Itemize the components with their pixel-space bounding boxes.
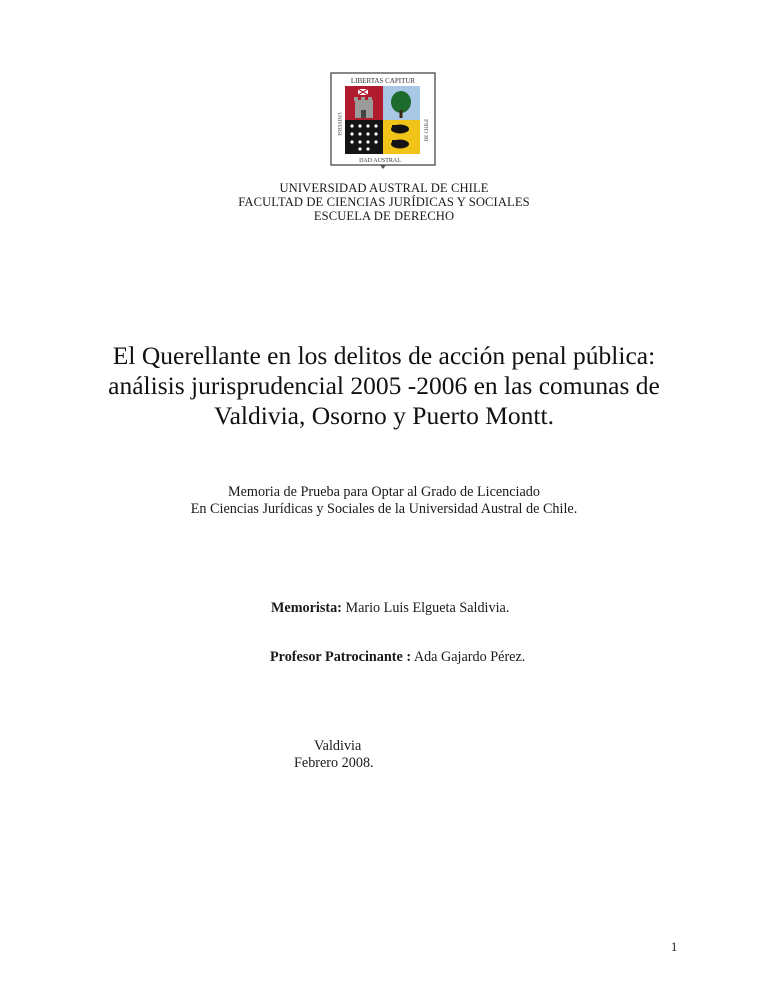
degree-line-1: Memoria de Prueba para Optar al Grado de Licenciado xyxy=(228,484,540,500)
advisor-name: Ada Gajardo Pérez. xyxy=(413,649,526,665)
crest-motto: LIBERTAS CAPITUR xyxy=(350,77,416,85)
school-name: ESCUELA DE DERECHO xyxy=(313,209,455,224)
author-credit xyxy=(271,600,509,617)
thesis-title-line-1: El Querellante en los delitos de acción penal pública: xyxy=(112,341,656,370)
place-and-date xyxy=(294,738,434,772)
crest-shield-icon xyxy=(330,72,436,170)
date: Febrero 2008. xyxy=(294,755,374,771)
city: Valdivia xyxy=(314,738,362,754)
author-name: Mario Luis Elgueta Saldivia. xyxy=(345,600,510,616)
degree-line-2: En Ciencias Jurídicas y Sociales de la Universidad Austral de Chile. xyxy=(190,501,578,517)
university-name: UNIVERSIDAD AUSTRAL DE CHILE xyxy=(279,181,489,195)
crest-text-left: UNIVERSI xyxy=(336,112,341,136)
thesis-title xyxy=(0,341,768,431)
faculty-name: FACULTAD DE CIENCIAS JURÍDICAS Y SOCIALES xyxy=(238,195,530,210)
crest-text-bottom: DAD AUSTRAL xyxy=(359,158,401,164)
crest-text-right: DE CHILE xyxy=(425,118,430,142)
thesis-title-line-2: análisis jurisprudencial 2005 -2006 en las comunas de xyxy=(108,371,660,400)
institution-header xyxy=(0,181,768,224)
advisor-credit xyxy=(270,649,525,666)
thesis-title-line-3: Valdivia, Osorno y Puerto Montt. xyxy=(214,401,554,430)
university-crest-logo xyxy=(330,72,436,170)
author-label: Memorista: xyxy=(271,600,342,616)
degree-description xyxy=(0,484,768,518)
page-number: 1 xyxy=(671,940,678,954)
advisor-label: Profesor Patrocinante : xyxy=(270,649,412,665)
